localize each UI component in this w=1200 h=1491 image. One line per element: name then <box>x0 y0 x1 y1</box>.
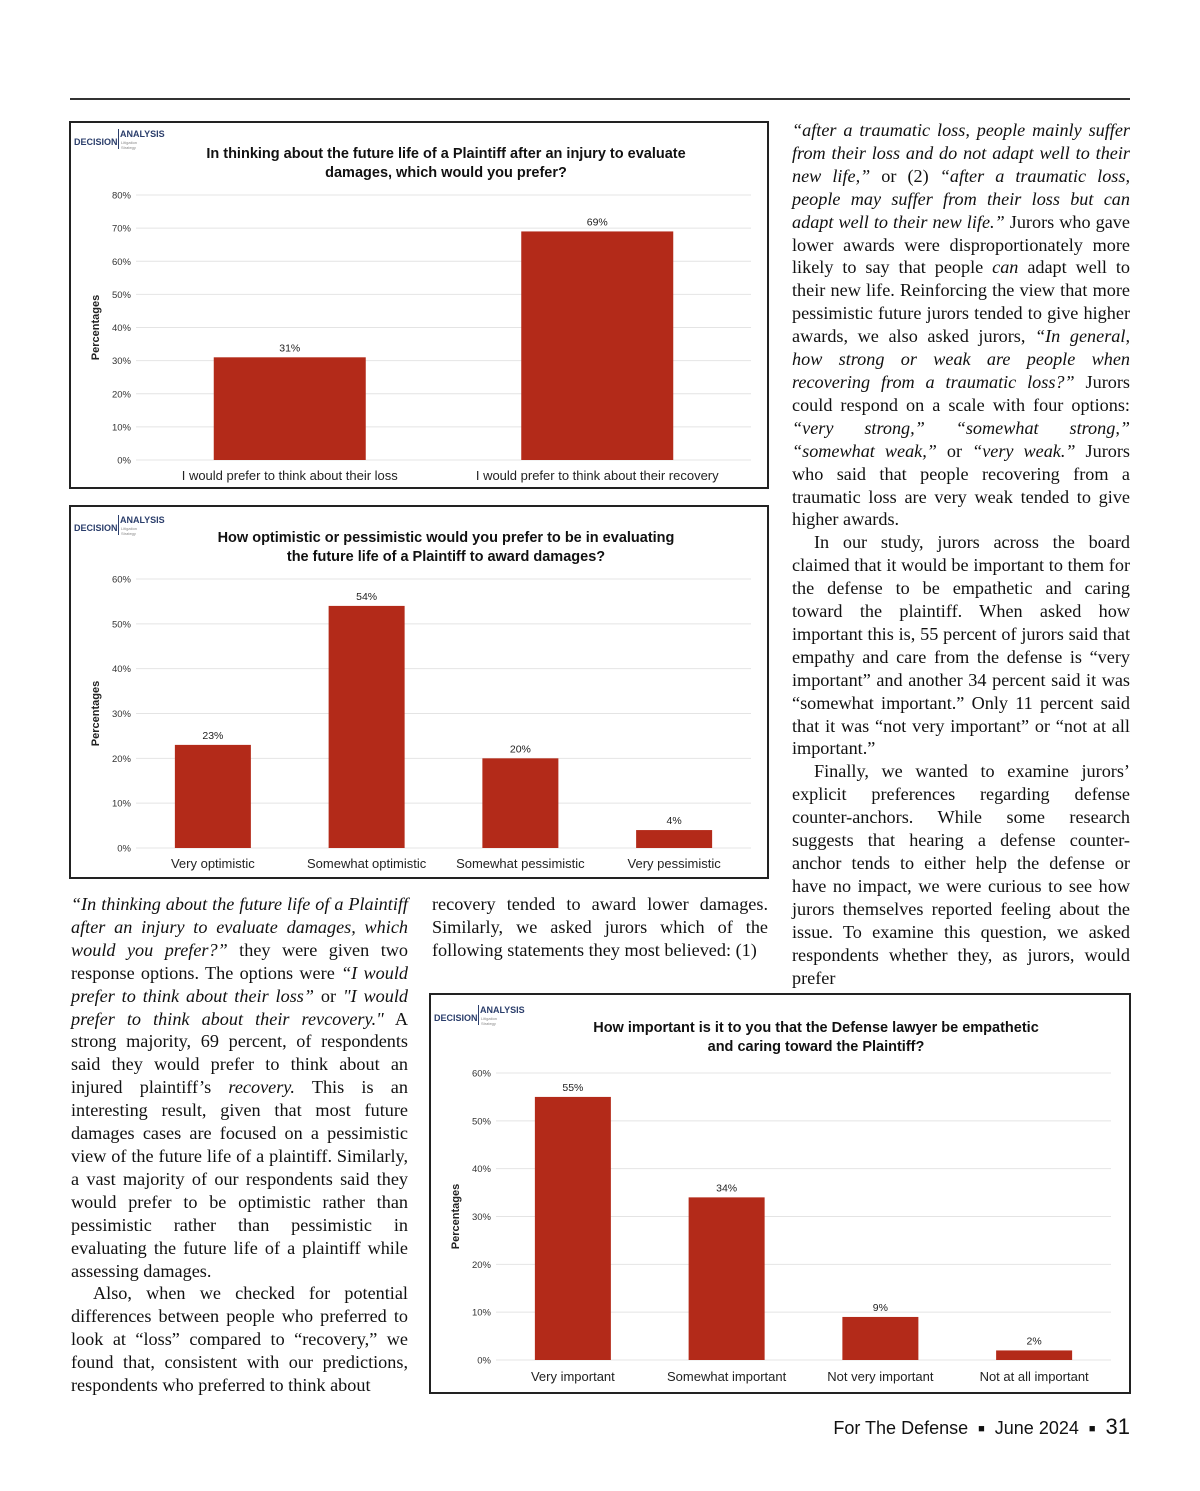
y-tick-label: 50% <box>111 619 131 631</box>
data-label: 20% <box>509 743 531 756</box>
paragraph: “after a traumatic loss, people mainly suffer from their loss and do not adapt well to their new life,” or (2) “after a traumatic loss, people may suffer from their loss but can adapt well to their new life.” Jurors who gave lower awards were disproportionately more likely to say that people can adapt well to their new life. Reinforcing the view that more pessimistic future jurors tended to give higher awards, we also asked jurors, “In general, how strong or weak are people when recovering from a traumatic loss?” Jurors could respond on a scale with four options: “very strong,” “somewhat strong,” “somewhat weak,” or “very weak.” Jurors who said that people recovering from a traumatic loss are very weak tended to give higher awards. <box>792 120 1130 530</box>
issue-date: June 2024 <box>994 1418 1079 1438</box>
chart-title: How optimistic or pessimistic would you prefer to be in evaluating the future life of a Plaintiff to award damages? <box>217 530 675 565</box>
y-tick-label: 10% <box>471 1307 491 1319</box>
chart-title: In thinking about the future life of a Plaintiff after an injury to evaluate damages, which would you prefer? <box>206 146 686 181</box>
page-footer: For The Defense ■ June 2024 ■ 31 <box>833 1414 1130 1439</box>
y-tick-label: 60% <box>111 256 131 268</box>
y-tick-label: 0% <box>117 455 131 467</box>
y-axis-label: Percentages <box>450 1183 462 1250</box>
data-label: 34% <box>716 1182 738 1195</box>
y-tick-label: 20% <box>111 389 131 401</box>
data-label: 69% <box>586 216 608 229</box>
paragraph: recovery tended to award lower damages. Similarly, we asked jurors which of the following statements they most believed: (1) <box>432 894 768 960</box>
data-label: 55% <box>562 1081 584 1094</box>
category-label: Somewhat optimistic <box>307 856 427 871</box>
bar <box>214 357 366 460</box>
text-column-middle <box>432 893 768 962</box>
data-label: 31% <box>279 342 301 355</box>
y-tick-label: 40% <box>111 664 131 676</box>
y-tick-label: 50% <box>471 1116 491 1128</box>
category-label: Very optimistic <box>170 856 255 871</box>
category-label: Not at all important <box>979 1369 1089 1384</box>
y-tick-label: 60% <box>471 1068 491 1080</box>
page-number: 31 <box>1105 1414 1130 1439</box>
category-label: Very important <box>530 1369 615 1384</box>
text-column-left <box>71 893 408 1397</box>
y-tick-label: 20% <box>471 1259 491 1271</box>
bar <box>175 745 251 848</box>
data-label: 4% <box>666 815 682 828</box>
y-tick-label: 30% <box>471 1212 491 1223</box>
category-label: I would prefer to think about their recovery <box>475 468 719 483</box>
y-tick-label: 50% <box>111 289 131 301</box>
bar-chart-plot <box>431 995 1129 1392</box>
bar-chart-plot <box>71 123 767 487</box>
y-tick-label: 20% <box>111 753 131 765</box>
bar <box>521 231 673 460</box>
chart-optimism-preference: DECISION ANALYSIS Litigation Strategy How optimistic or pessimistic would you prefer to be in evaluating the future life of a Plaintiff to award damages? 0% 10% 20% 30% 40% 50% 60% Percentages 23% Very optimistic 54% Somewhat optimistic 20% Somewhat pessimistic 4% Very pessimistic <box>69 505 769 879</box>
header-rule <box>70 98 1130 100</box>
y-tick-label: 30% <box>111 356 131 368</box>
y-tick-label: 30% <box>111 709 131 720</box>
paragraph: Also, when we checked for potential differences between people who preferred to look at “loss” compared to “recovery,” we found that, consistent with our predictions, respondents who preferred to think about <box>71 1283 408 1396</box>
y-tick-label: 40% <box>111 323 131 334</box>
y-tick-label: 70% <box>111 223 131 235</box>
data-label: 23% <box>202 729 224 742</box>
bar <box>689 1197 765 1360</box>
bar <box>842 1317 918 1360</box>
y-tick-label: 10% <box>111 422 131 434</box>
paragraph: “In thinking about the future life of a Plaintiff after an injury to evaluate damages, which would you prefer?” they were given two response options. The options were “I would prefer to think about their loss” or "I would prefer to think about their revcovery." A strong majority, 69 percent, of respondents said they would prefer to think about an injured plaintiff’s recovery. This is an interesting result, given that most future damages cases are focused on a pessimistic view of the future life of a plaintiff. Similarly, a vast majority of our respondents said they would prefer to be optimistic rather than pessimistic rather than pessimistic in evaluating the future life of a plaintiff while assessing damages. <box>71 894 408 1281</box>
chart-future-life-preference: DECISION ANALYSIS Litigation Strategy In thinking about the future life of a Plaintiff after an injury to evaluate damages, which would you prefer? 0% 10% 20% 30% 40% 50% 60% 70% 80% Percentages 31% I would prefer to think about their loss 69% I would prefer to think about their recovery <box>69 121 769 489</box>
chart-title: How important is it to you that the Defense lawyer be empathetic and caring toward the Plaintiff? <box>593 1020 1039 1055</box>
category-label: Somewhat important <box>667 1369 787 1384</box>
chart-empathy-importance: DECISION ANALYSIS Litigation Strategy How important is it to you that the Defense lawyer be empathetic and caring toward the Plaintiff? 0% 10% 20% 30% 40% 50% 60% Percentages 55% Very important 34% Somewhat important 9% Not very important 2% Not at all important <box>429 993 1131 1394</box>
bar <box>482 758 558 848</box>
paragraph: Finally, we wanted to examine jurors’ explicit preferences regarding defense counter-anchors. While some research suggests that hearing a defense counter-anchor tends to either help the defense or have no impact, we were curious to see how jurors themselves reported feeling about the issue. To examine this question, we asked respondents whether they, as jurors, would prefer <box>792 761 1130 988</box>
y-tick-label: 10% <box>111 798 131 810</box>
data-label: 2% <box>1026 1335 1042 1348</box>
y-axis-label: Percentages <box>90 680 102 747</box>
category-label: Very pessimistic <box>627 856 721 871</box>
category-label: Somewhat pessimistic <box>456 856 585 871</box>
text-column-right <box>792 119 1130 989</box>
category-label: Not very important <box>827 1369 934 1384</box>
data-label: 9% <box>872 1301 888 1314</box>
data-label: 54% <box>356 590 378 603</box>
y-tick-label: 40% <box>471 1164 491 1176</box>
y-tick-label: 0% <box>117 843 131 855</box>
bar <box>636 830 712 848</box>
y-axis-label: Percentages <box>90 294 102 361</box>
paragraph: In our study, jurors across the board claimed that it would be important to them for the defense to be empathetic and caring toward the plaintiff. When asked how important this is, 55 percent of jurors said that empathy and care from the defense is “very important” and another 34 percent said it was “somewhat important.” Only 11 percent said that it was “not very important” or “not at all important.” <box>792 532 1130 759</box>
y-tick-label: 60% <box>111 574 131 586</box>
y-tick-label: 0% <box>477 1355 491 1367</box>
bar-chart-plot <box>71 507 767 877</box>
category-label: I would prefer to think about their loss <box>181 468 398 483</box>
bar <box>329 606 405 848</box>
publication-name: For The Defense <box>833 1418 969 1438</box>
bar <box>535 1097 611 1360</box>
y-tick-label: 80% <box>111 190 131 202</box>
bar <box>996 1350 1072 1360</box>
